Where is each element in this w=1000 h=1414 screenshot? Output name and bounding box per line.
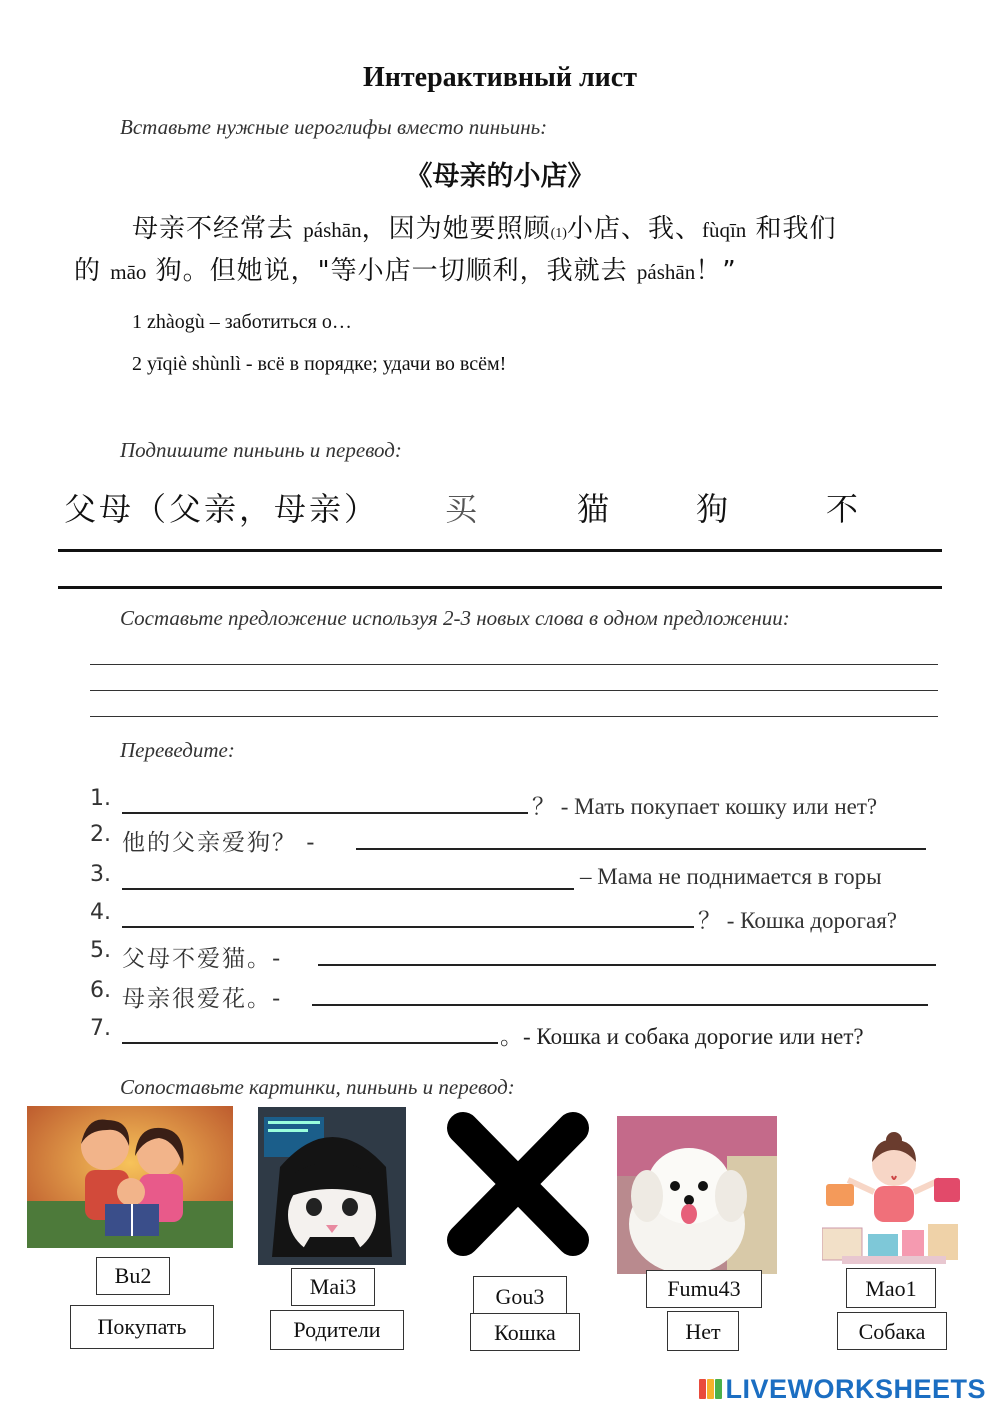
footnote-1: 1 zhàogù – заботиться о… (132, 311, 352, 333)
pinyin-card[interactable]: Fumu43 (646, 1270, 762, 1308)
instruction-compose: Составьте предложение используя 2-3 новых слова в одном предложении: (120, 606, 790, 630)
white-puppy-image (617, 1116, 777, 1274)
answer-blank[interactable] (122, 900, 694, 928)
story-title: 《母亲的小店》 (405, 161, 595, 192)
translate-item: 2. 他的父亲爱狗？ - (90, 822, 950, 858)
translate-item: 6. 母亲很爱花。- (90, 978, 950, 1014)
answer-blank[interactable] (312, 978, 928, 1006)
translate-item: 5. 父母不爱猫。- (90, 938, 950, 974)
pinyin-card[interactable]: Gou3 (473, 1276, 567, 1314)
sentence-line[interactable] (90, 690, 938, 691)
instruction-match: Сопоставьте картинки, пиньинь и перевод: (120, 1075, 515, 1099)
cat-with-wig-image (258, 1107, 406, 1265)
answer-blank[interactable] (356, 822, 926, 850)
answer-line[interactable] (58, 549, 942, 552)
answer-blank[interactable] (122, 1016, 498, 1044)
translation-card[interactable]: Родители (270, 1310, 404, 1350)
story-line-2: 的 māo 狗。但她说，"等小店一切顺利，我就去 páshān！” (74, 256, 737, 286)
answer-blank[interactable] (122, 786, 528, 814)
answer-blank[interactable] (318, 938, 936, 966)
vocab-word: 狗 (696, 490, 729, 528)
translation-card[interactable]: Кошка (470, 1313, 580, 1351)
vocab-word: 买 (445, 490, 478, 528)
vocab-word: 猫 (577, 490, 610, 528)
answer-blank[interactable] (122, 862, 574, 890)
liveworksheets-logo: LIVEWORKSHEETS (699, 1374, 986, 1405)
story-line-1: 母亲不经常去 páshān，因为她要照顾(1)小店、我、fùqīn 和我们 (132, 214, 837, 244)
translation-card[interactable]: Нет (667, 1311, 739, 1351)
answer-line[interactable] (58, 586, 942, 589)
page-title: Интерактивный лист (363, 62, 637, 93)
liveworksheets-logo-icon (699, 1377, 723, 1401)
translate-item: 1. ？ - Мать покупает кошку или нет? (90, 786, 878, 819)
instruction-translate: Переведите: (120, 738, 235, 762)
instruction-insert: Вставьте нужные иероглифы вместо пиньинь: (120, 115, 548, 139)
translate-item: 7. 。- Кошка и собака дорогие или нет? (90, 1016, 864, 1049)
sentence-line[interactable] (90, 716, 938, 717)
pinyin-card[interactable]: Mai3 (291, 1268, 375, 1306)
vocab-words (0, 484, 1000, 528)
vocab-word: 不 (826, 490, 859, 528)
vocab-word: 父母（父亲，母亲） (64, 490, 380, 528)
black-x-image (443, 1108, 593, 1260)
translation-card[interactable]: Собака (837, 1312, 947, 1350)
translation-card[interactable]: Покупать (70, 1305, 214, 1349)
pinyin-card[interactable]: Mao1 (846, 1268, 936, 1308)
instruction-sign: Подпишите пиньинь и перевод: (120, 438, 402, 462)
sentence-line[interactable] (90, 664, 938, 665)
family-reading-image (27, 1106, 233, 1248)
translate-item: 3. – Мама не поднимается в горы (90, 862, 882, 889)
translate-item: 4. ？ - Кошка дорогая? (90, 900, 897, 933)
footnote-2: 2 yīqiè shùnlì - всё в порядке; удачи во всём! (132, 353, 507, 375)
girl-shopping-image (822, 1132, 966, 1266)
pinyin-card[interactable]: Bu2 (96, 1257, 170, 1295)
